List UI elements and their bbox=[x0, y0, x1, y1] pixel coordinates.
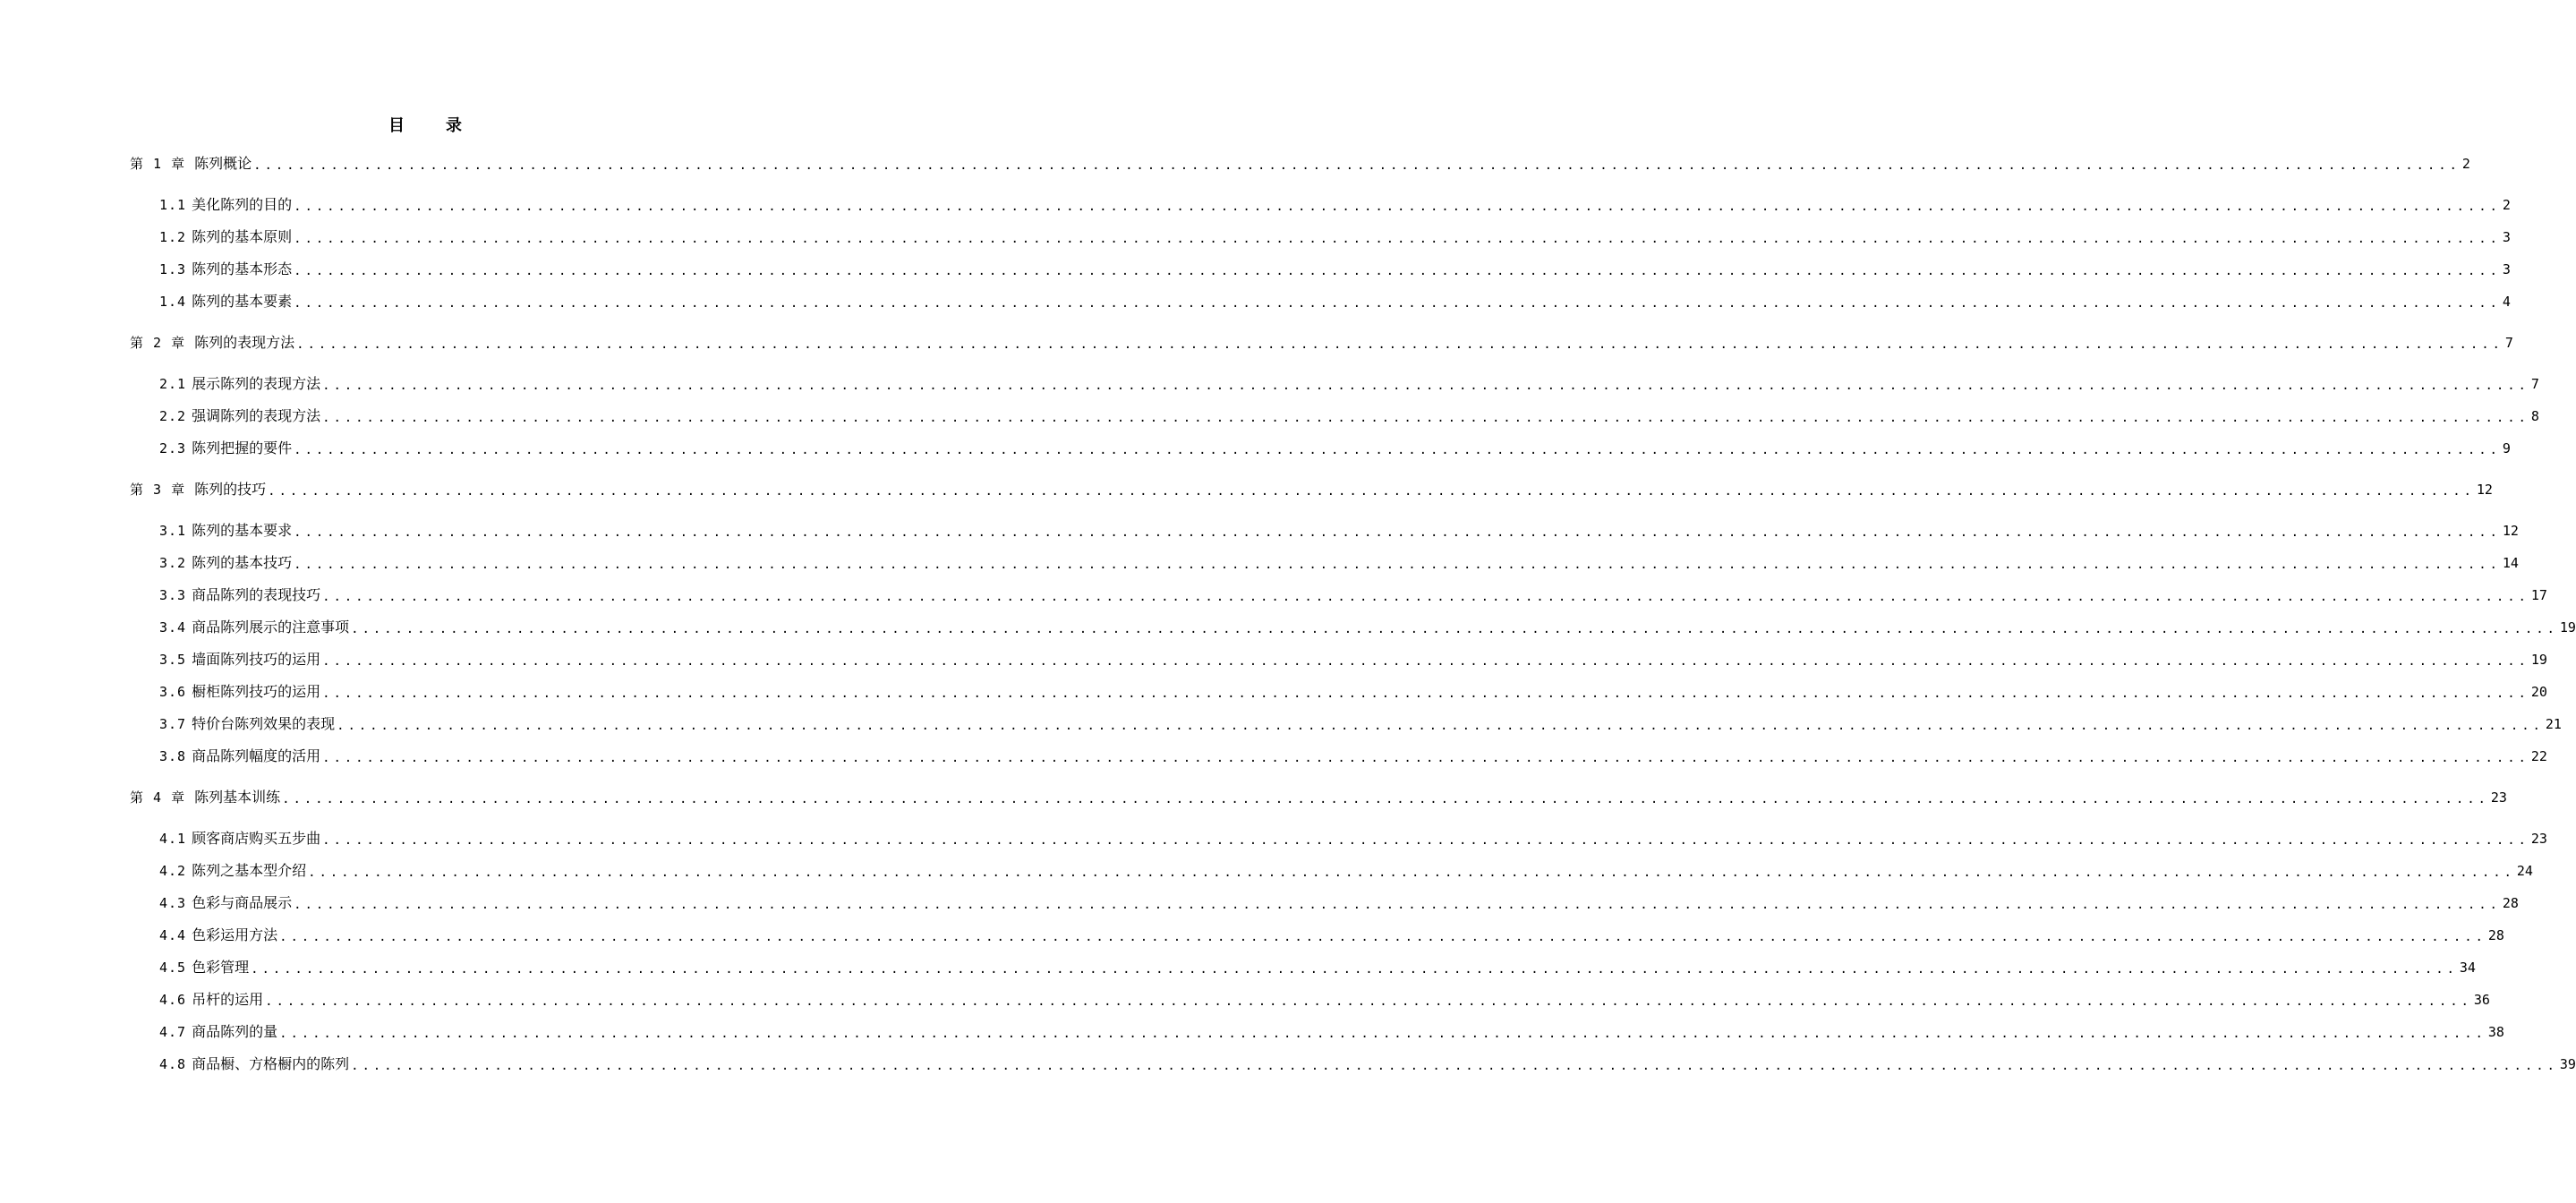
toc-section-entry[interactable] bbox=[159, 680, 2547, 704]
toc-title bbox=[0, 113, 850, 136]
toc-entry-label bbox=[159, 519, 294, 542]
toc-page-number: 12 bbox=[2476, 482, 2493, 498]
toc-entry-number: 第 4 章 bbox=[130, 789, 186, 806]
toc-section-entry[interactable] bbox=[159, 405, 2539, 428]
toc-entry-title: 陈列的基本要求 bbox=[192, 522, 293, 539]
toc-entry-label bbox=[159, 680, 322, 704]
toc-entry-title: 陈列的基本要素 bbox=[192, 293, 293, 310]
toc-page-number: 36 bbox=[2473, 992, 2490, 1008]
toc-page-number: 28 bbox=[2487, 927, 2504, 943]
toc-entry-title: 商品陈列的量 bbox=[192, 1023, 278, 1040]
toc-page-number: 19 bbox=[2559, 619, 2576, 636]
toc-entry-label bbox=[159, 226, 294, 249]
toc-entry-number: 第 2 章 bbox=[130, 335, 186, 351]
toc-entry-number: 2.2 bbox=[159, 408, 187, 424]
toc-entry-number: 2.1 bbox=[159, 376, 187, 392]
toc-entry-title: 陈列概论 bbox=[194, 155, 252, 172]
toc-entry-title: 墙面陈列技巧的运用 bbox=[192, 651, 321, 668]
toc-entry-title: 商品橱、方格橱内的陈列 bbox=[192, 1055, 350, 1072]
toc-section-entry[interactable] bbox=[159, 193, 2511, 217]
toc-page-number: 7 bbox=[2530, 376, 2539, 392]
dot-leader: ........................................................................................................................................................................................................ bbox=[294, 296, 2501, 311]
toc-entry-title: 色彩管理 bbox=[192, 959, 250, 976]
toc-section-entry[interactable] bbox=[159, 226, 2511, 249]
dot-leader: ........................................................................................................................................................................................................ bbox=[322, 833, 2529, 848]
toc-page-number: 19 bbox=[2530, 652, 2547, 668]
toc-section-entry[interactable] bbox=[159, 745, 2547, 768]
dot-leader: ........................................................................................................................................................................................................ bbox=[296, 337, 2503, 352]
toc-section-entry[interactable] bbox=[159, 584, 2547, 607]
toc-entry-title: 特价台陈列效果的表现 bbox=[192, 715, 336, 732]
toc-entry-label bbox=[159, 956, 251, 979]
toc-entry-number: 3.1 bbox=[159, 523, 187, 539]
toc-entry-label bbox=[159, 405, 322, 428]
dot-leader: ........................................................................................................................................................................................................ bbox=[294, 232, 2501, 246]
toc-entry-number: 2.3 bbox=[159, 440, 187, 456]
toc-entry-number: 3.6 bbox=[159, 684, 187, 700]
toc-entry-label bbox=[159, 372, 322, 396]
toc-page-number: 38 bbox=[2487, 1024, 2504, 1040]
toc-section-entry[interactable] bbox=[159, 551, 2519, 575]
toc-entry-label bbox=[159, 1020, 279, 1044]
toc-entry-title: 强调陈列的表现方法 bbox=[192, 407, 321, 424]
toc-page-number: 8 bbox=[2530, 408, 2539, 424]
toc-page-number: 23 bbox=[2490, 789, 2507, 806]
toc-entry-title: 商品陈列的表现技巧 bbox=[192, 586, 321, 603]
toc-page-number: 3 bbox=[2502, 261, 2511, 277]
toc-entry-number: 3.7 bbox=[159, 716, 187, 732]
toc-title-char-1: 目 bbox=[388, 116, 405, 135]
toc-entry-label bbox=[159, 924, 279, 947]
dot-leader: ........................................................................................................................................................................................................ bbox=[282, 792, 2489, 806]
toc-entry-number: 3.2 bbox=[159, 555, 187, 571]
dot-leader: ........................................................................................................................................................................................................ bbox=[308, 866, 2515, 880]
toc-entry-number: 4.1 bbox=[159, 831, 187, 847]
toc-section-entry[interactable] bbox=[159, 924, 2504, 947]
toc-entry-label bbox=[130, 478, 268, 501]
toc-section-entry[interactable] bbox=[159, 258, 2511, 281]
toc-entry-label bbox=[159, 859, 308, 883]
dot-leader: ........................................................................................................................................................................................................ bbox=[351, 622, 2558, 636]
toc-entry-label bbox=[159, 988, 265, 1011]
toc-entry-label bbox=[159, 712, 337, 736]
toc-chapter-entry[interactable] bbox=[130, 786, 2507, 809]
toc-page-number: 24 bbox=[2516, 863, 2533, 879]
toc-entry-title: 陈列的基本形态 bbox=[192, 260, 293, 277]
toc-page-number: 23 bbox=[2530, 831, 2547, 847]
dot-leader: ........................................................................................................................................................................................................ bbox=[279, 930, 2486, 944]
toc-entry-title: 橱柜陈列技巧的运用 bbox=[192, 683, 321, 700]
toc-section-entry[interactable] bbox=[159, 519, 2519, 542]
toc-page-number: 34 bbox=[2459, 960, 2476, 976]
toc-page-number: 22 bbox=[2530, 748, 2547, 764]
toc-page-number: 7 bbox=[2504, 335, 2513, 351]
toc-entry-title: 吊杆的运用 bbox=[192, 991, 264, 1008]
dot-leader: ........................................................................................................................................................................................................ bbox=[322, 654, 2529, 669]
toc-section-entry[interactable] bbox=[159, 988, 2490, 1011]
toc-entry-label bbox=[159, 290, 294, 313]
toc-entry-label bbox=[159, 193, 294, 217]
toc-section-entry[interactable] bbox=[159, 1020, 2504, 1044]
toc-entry-number: 3.4 bbox=[159, 619, 187, 636]
dot-leader: ........................................................................................................................................................................................................ bbox=[351, 1059, 2558, 1073]
toc-section-entry[interactable] bbox=[159, 827, 2547, 850]
toc-entry-label bbox=[159, 1053, 351, 1076]
toc-entry-title: 色彩与商品展示 bbox=[192, 894, 293, 911]
dot-leader: ........................................................................................................................................................................................................ bbox=[294, 898, 2501, 912]
toc-entry-title: 陈列的技巧 bbox=[194, 481, 267, 498]
toc-entry-label bbox=[159, 551, 294, 575]
toc-entry-number: 1.3 bbox=[159, 261, 187, 277]
toc-section-entry[interactable] bbox=[159, 892, 2519, 915]
toc-entry-number: 第 1 章 bbox=[130, 156, 186, 172]
toc-entry-label bbox=[159, 437, 294, 460]
toc-entry-number: 1.1 bbox=[159, 197, 187, 213]
toc-entry-number: 4.6 bbox=[159, 992, 187, 1008]
toc-section-entry[interactable] bbox=[159, 437, 2511, 460]
toc-title-char-2: 录 bbox=[446, 116, 462, 135]
toc-entry-number: 4.2 bbox=[159, 863, 187, 879]
toc-entry-title: 陈列的表现方法 bbox=[194, 334, 295, 351]
toc-entry-number: 4.5 bbox=[159, 960, 187, 976]
toc-entry-title: 美化陈列的目的 bbox=[192, 196, 293, 213]
dot-leader: ........................................................................................................................................................................................................ bbox=[294, 200, 2501, 214]
dot-leader: ........................................................................................................................................................................................................ bbox=[337, 719, 2544, 733]
toc-entry-title: 色彩运用方法 bbox=[192, 926, 278, 943]
dot-leader: ........................................................................................................................................................................................................ bbox=[322, 590, 2529, 604]
dot-leader: ........................................................................................................................................................................................................ bbox=[322, 411, 2529, 425]
toc-entry-number: 3.5 bbox=[159, 652, 187, 668]
toc-section-entry[interactable] bbox=[159, 956, 2476, 979]
toc-entry-title: 陈列把握的要件 bbox=[192, 439, 293, 456]
toc-entry-label bbox=[159, 258, 294, 281]
toc-page-number: 28 bbox=[2502, 895, 2519, 911]
dot-leader: ........................................................................................................................................................................................................ bbox=[251, 962, 2458, 977]
toc-entry-label bbox=[130, 152, 253, 175]
toc-entry-title: 顾客商店购买五步曲 bbox=[192, 830, 321, 847]
toc-entry-number: 4.4 bbox=[159, 927, 187, 943]
toc-section-entry[interactable] bbox=[159, 712, 2562, 736]
toc-page-number: 12 bbox=[2502, 523, 2519, 539]
dot-leader: ........................................................................................................................................................................................................ bbox=[322, 379, 2529, 393]
dot-leader: ........................................................................................................................................................................................................ bbox=[294, 443, 2501, 457]
toc-entry-label bbox=[159, 892, 294, 915]
toc-chapter-entry[interactable] bbox=[130, 478, 2493, 501]
toc-entry-label bbox=[130, 331, 296, 354]
toc-entry-number: 1.4 bbox=[159, 294, 187, 310]
dot-leader: ........................................................................................................................................................................................................ bbox=[279, 1027, 2486, 1041]
toc-entry-number: 3.8 bbox=[159, 748, 187, 764]
toc-entry-title: 陈列的基本技巧 bbox=[192, 554, 293, 571]
toc-page-number: 14 bbox=[2502, 555, 2519, 571]
toc-entry-title: 陈列之基本型介绍 bbox=[192, 862, 307, 879]
dot-leader: ........................................................................................................................................................................................................ bbox=[322, 751, 2529, 765]
toc-entry-label bbox=[159, 648, 322, 671]
toc-entry-label bbox=[159, 616, 351, 639]
toc-entry-label bbox=[159, 745, 322, 768]
toc-section-entry[interactable] bbox=[159, 372, 2539, 396]
toc-page-number: 21 bbox=[2545, 716, 2562, 732]
toc-page-number: 4 bbox=[2502, 294, 2511, 310]
toc-entry-label bbox=[159, 827, 322, 850]
toc-section-entry[interactable] bbox=[159, 648, 2547, 671]
toc-page-number: 9 bbox=[2502, 440, 2511, 456]
toc-entry-title: 商品陈列幅度的活用 bbox=[192, 747, 321, 764]
dot-leader: ........................................................................................................................................................................................................ bbox=[322, 687, 2529, 701]
toc-entry-title: 陈列的基本原则 bbox=[192, 228, 293, 245]
toc-page-number: 39 bbox=[2559, 1056, 2576, 1072]
toc-entry-number: 4.8 bbox=[159, 1056, 187, 1072]
toc-entry-number: 4.7 bbox=[159, 1024, 187, 1040]
toc-page-number: 20 bbox=[2530, 684, 2547, 700]
toc-entry-number: 4.3 bbox=[159, 895, 187, 911]
toc-entry-number: 1.2 bbox=[159, 229, 187, 245]
toc-entry-title: 商品陈列展示的注意事项 bbox=[192, 619, 350, 636]
dot-leader: ........................................................................................................................................................................................................ bbox=[294, 558, 2501, 572]
toc-entry-label bbox=[130, 786, 282, 809]
toc-entry-number: 第 3 章 bbox=[130, 482, 186, 498]
toc-section-entry[interactable] bbox=[159, 290, 2511, 313]
toc-entry-number: 3.3 bbox=[159, 587, 187, 603]
toc-section-entry[interactable] bbox=[159, 859, 2533, 883]
toc-entry-label bbox=[159, 584, 322, 607]
dot-leader: ........................................................................................................................................................................................................ bbox=[268, 484, 2475, 499]
toc-chapter-entry[interactable] bbox=[130, 152, 2470, 175]
toc-chapter-entry[interactable] bbox=[130, 331, 2513, 354]
dot-leader: ........................................................................................................................................................................................................ bbox=[294, 264, 2501, 278]
toc-section-entry[interactable] bbox=[159, 1053, 2576, 1076]
toc-page-number: 2 bbox=[2502, 197, 2511, 213]
toc-entry-title: 展示陈列的表现方法 bbox=[192, 375, 321, 392]
dot-leader: ........................................................................................................................................................................................................ bbox=[253, 158, 2461, 173]
dot-leader: ........................................................................................................................................................................................................ bbox=[265, 994, 2472, 1009]
dot-leader: ........................................................................................................................................................................................................ bbox=[294, 525, 2501, 540]
toc-section-entry[interactable] bbox=[159, 616, 2576, 639]
toc-page-number: 17 bbox=[2530, 587, 2547, 603]
toc-page-number: 3 bbox=[2502, 229, 2511, 245]
toc-entry-title: 陈列基本训练 bbox=[194, 789, 281, 806]
toc-page-number: 2 bbox=[2461, 156, 2470, 172]
